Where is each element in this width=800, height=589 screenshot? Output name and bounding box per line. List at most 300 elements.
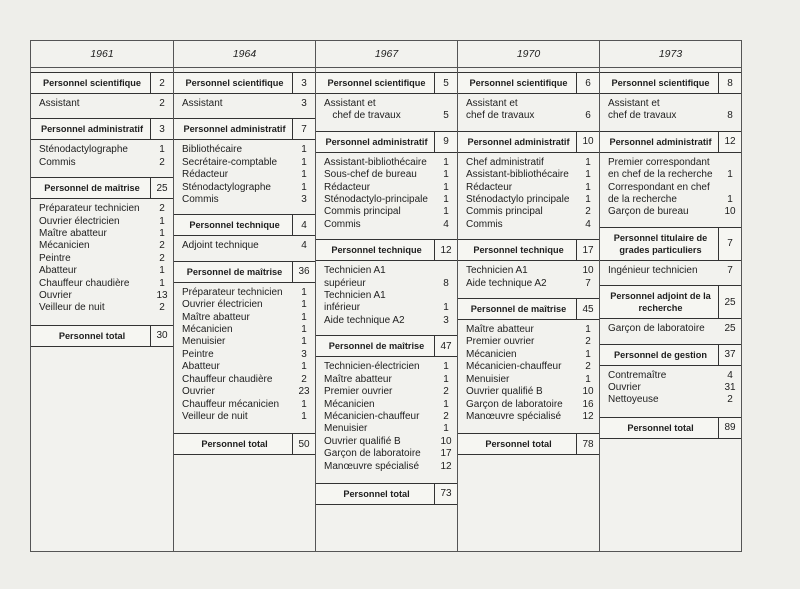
item-label: Sténodactylographe — [39, 144, 128, 156]
item-count: 1 — [443, 206, 449, 218]
item-count — [435, 290, 457, 302]
item-count: 1 — [301, 398, 307, 410]
category-header — [458, 298, 599, 320]
list-item — [174, 194, 315, 206]
item-label: chef de travaux — [324, 110, 401, 122]
item-group — [458, 153, 599, 235]
item-label: Ingénieur technicien — [608, 264, 698, 276]
category-header — [316, 72, 457, 94]
list-item — [600, 382, 741, 394]
item-count — [719, 182, 741, 194]
item-count: 1 — [159, 144, 165, 156]
list-item — [316, 169, 457, 181]
list-item — [31, 144, 173, 156]
item-count: 1 — [443, 373, 449, 385]
category-count: 12 — [434, 240, 457, 260]
category-label: Personnel technique — [189, 220, 280, 231]
item-label: Mécanicien — [182, 324, 233, 336]
list-item — [600, 110, 741, 122]
list-item — [174, 312, 315, 324]
category-label: Personnel scientifique — [185, 78, 284, 88]
category-count: 5 — [434, 73, 457, 93]
list-item — [174, 98, 315, 110]
list-item — [316, 411, 457, 423]
item-label: Ouvrier électricien — [182, 299, 263, 311]
list-item — [458, 349, 599, 361]
category-count: 73 — [434, 484, 457, 504]
item-count: 16 — [582, 398, 594, 410]
category-label: Personnel de maîtrise — [186, 266, 283, 277]
category-label: Personnel administratif — [609, 136, 712, 147]
list-item — [31, 203, 173, 215]
list-item — [316, 361, 457, 373]
category-label: Personnel total — [485, 439, 552, 450]
category-header — [316, 239, 457, 261]
list-item — [316, 206, 457, 218]
category-header — [458, 72, 599, 94]
list-item — [458, 194, 599, 206]
item-count — [435, 265, 457, 277]
item-label: Mécanicien — [466, 348, 517, 360]
list-item — [458, 336, 599, 348]
item-count: 6 — [585, 110, 591, 122]
list-item — [31, 302, 173, 314]
item-label: Maître abatteur — [324, 373, 392, 385]
column-1973 — [600, 41, 741, 551]
category-label: Personnel total — [201, 439, 268, 450]
item-label: inférieur — [324, 302, 361, 314]
list-item — [458, 182, 599, 194]
item-count: 1 — [301, 181, 307, 193]
item-label: Menuisier — [466, 373, 510, 385]
item-group — [174, 94, 315, 114]
list-item — [174, 169, 315, 181]
category-count: 7 — [292, 119, 315, 139]
item-count: 1 — [585, 156, 591, 168]
item-label: Technicien-électricien — [324, 361, 420, 373]
category-count: 45 — [576, 299, 599, 319]
category-header — [458, 239, 599, 261]
item-count: 25 — [724, 323, 736, 335]
category-header — [174, 72, 315, 94]
category-header — [31, 177, 173, 199]
item-label: Secrétaire-comptable — [182, 156, 278, 168]
item-count: 1 — [301, 324, 307, 336]
list-item — [316, 374, 457, 386]
list-item — [458, 278, 599, 290]
category-label: Personnel de maîtrise — [44, 183, 140, 194]
category-label: Personnel total — [58, 330, 126, 341]
item-label: Technicien A1 — [466, 265, 528, 277]
item-count: 1 — [159, 277, 165, 289]
list-item — [458, 386, 599, 398]
list-item — [458, 361, 599, 373]
item-label: Commis — [39, 156, 76, 168]
item-count: 1 — [301, 361, 307, 373]
list-item — [316, 110, 457, 122]
item-count: 1 — [301, 336, 307, 348]
category-count: 4 — [292, 215, 315, 235]
item-group — [600, 319, 741, 339]
item-count: 3 — [301, 194, 307, 206]
item-label: Rédacteur — [466, 181, 513, 193]
item-count: 2 — [159, 156, 165, 168]
year-heading: 1970 — [457, 41, 600, 68]
list-item — [458, 98, 599, 110]
list-item — [174, 287, 315, 299]
item-label: Sténodactylo-principale — [324, 194, 428, 206]
item-label: Menuisier — [182, 336, 226, 348]
list-item — [458, 324, 599, 336]
item-count: 1 — [585, 181, 591, 193]
item-count: 1 — [301, 299, 307, 311]
item-label: Nettoyeuse — [608, 394, 659, 406]
item-count — [719, 157, 741, 169]
list-item — [316, 219, 457, 231]
category-label: Personnel technique — [473, 245, 564, 256]
item-label: Mécanicien-chauffeur — [324, 410, 420, 422]
list-item — [600, 370, 741, 382]
list-item — [316, 182, 457, 194]
item-count: 17 — [440, 448, 452, 460]
list-item — [174, 386, 315, 398]
item-count: 10 — [582, 265, 594, 277]
category-count: 10 — [576, 132, 599, 152]
item-count: 1 — [443, 302, 449, 314]
list-item — [600, 323, 741, 335]
item-label: Assistant — [39, 98, 80, 109]
list-item — [600, 98, 741, 110]
item-label: Adjoint technique — [182, 240, 259, 252]
item-count: 1 — [585, 194, 591, 206]
item-count: 1 — [301, 156, 307, 168]
list-item — [174, 157, 315, 169]
year-heading: 1967 — [315, 41, 458, 68]
category-header — [600, 227, 741, 261]
item-count: 1 — [301, 410, 307, 422]
item-count: 31 — [724, 382, 736, 394]
item-count: 2 — [727, 394, 733, 406]
category-header — [31, 118, 173, 140]
item-count: 2 — [443, 386, 449, 398]
list-item — [458, 169, 599, 181]
item-label: Technicien A1 — [324, 290, 386, 302]
list-item — [600, 265, 741, 277]
category-label: Personnel scientifique — [327, 78, 426, 88]
item-label: Commis principal — [324, 206, 401, 218]
category-count: 30 — [150, 326, 173, 346]
list-item — [316, 399, 457, 411]
column-rows — [458, 72, 599, 455]
category-label: Personnel technique — [331, 245, 422, 256]
category-count: 36 — [292, 262, 315, 282]
item-label: Commis — [466, 218, 503, 230]
category-label: Personnel de maîtrise — [470, 304, 567, 315]
item-group — [316, 357, 457, 477]
category-header — [174, 261, 315, 283]
category-count: 9 — [434, 132, 457, 152]
column-rows — [316, 72, 457, 505]
item-label: Maître abatteur — [39, 228, 107, 240]
list-item — [31, 240, 173, 252]
list-item — [31, 216, 173, 228]
item-label: chef de travaux — [466, 110, 535, 122]
item-count: 1 — [443, 423, 449, 435]
category-header — [174, 214, 315, 236]
item-count: 3 — [301, 98, 307, 109]
item-count: 4 — [585, 218, 591, 230]
list-item — [600, 394, 741, 406]
category-label: Personnel de maîtrise — [328, 341, 425, 352]
list-item — [174, 182, 315, 194]
item-group — [31, 199, 173, 319]
item-group — [174, 283, 315, 427]
item-count: 2 — [159, 302, 165, 314]
list-item — [316, 194, 457, 206]
list-item — [316, 157, 457, 169]
list-item — [316, 265, 457, 277]
list-item — [174, 324, 315, 336]
list-item — [316, 278, 457, 290]
item-label: Veilleur de nuit — [182, 410, 248, 422]
item-group — [174, 140, 315, 210]
column-1961 — [31, 41, 174, 551]
item-count: 1 — [443, 169, 449, 181]
list-item — [458, 399, 599, 411]
year-heading: 1973 — [599, 41, 742, 68]
item-count: 1 — [443, 398, 449, 410]
list-item — [458, 110, 599, 122]
item-label: Correspondant en chef — [608, 181, 710, 193]
list-item — [31, 290, 173, 302]
category-label: Personnel titulaire de grades particuliers — [613, 232, 708, 255]
item-label: Sous-chef de bureau — [324, 169, 417, 181]
item-count: 1 — [301, 144, 307, 156]
list-item — [174, 240, 315, 252]
category-count: 6 — [576, 73, 599, 93]
item-label: Sténodactylo principale — [466, 194, 570, 206]
list-item — [316, 423, 457, 435]
item-label: de la recherche — [608, 194, 677, 206]
category-count: 3 — [292, 73, 315, 93]
list-item — [600, 206, 741, 218]
category-count: 8 — [718, 73, 741, 93]
item-count: 1 — [727, 194, 733, 206]
category-count: 47 — [434, 336, 457, 356]
column-1964 — [174, 41, 316, 551]
year-heading: 1961 — [30, 41, 174, 68]
category-count: 50 — [292, 434, 315, 454]
item-label: Mécanicien — [324, 398, 375, 410]
item-label: Ouvrier — [39, 290, 72, 302]
category-header — [600, 131, 741, 153]
category-count: 12 — [718, 132, 741, 152]
item-group — [31, 94, 173, 114]
item-label: Chauffeur chaudière — [39, 277, 130, 289]
item-count: 2 — [443, 410, 449, 422]
list-item — [458, 374, 599, 386]
list-item — [174, 336, 315, 348]
item-group — [31, 140, 173, 173]
item-group — [600, 153, 741, 223]
list-item — [174, 411, 315, 423]
item-count — [435, 98, 457, 110]
item-count: 1 — [301, 169, 307, 181]
item-group — [458, 320, 599, 427]
item-count: 1 — [585, 324, 591, 336]
category-header — [174, 118, 315, 140]
item-count: 1 — [301, 286, 307, 298]
item-label: Garçon de laboratoire — [466, 398, 563, 410]
item-count: 2 — [159, 98, 165, 109]
list-item — [174, 349, 315, 361]
item-count: 8 — [727, 110, 733, 122]
item-count — [577, 98, 599, 110]
item-count: 1 — [301, 311, 307, 323]
item-label: Bibliothécaire — [182, 144, 243, 156]
item-count: 2 — [585, 361, 591, 373]
list-item — [174, 374, 315, 386]
category-label: Personnel de gestion — [614, 349, 707, 360]
item-label: Commis — [324, 218, 361, 230]
item-label: Sténodactylographe — [182, 181, 271, 193]
item-count: 2 — [585, 206, 591, 218]
item-group — [316, 94, 457, 127]
item-label: Premier correspondant — [608, 156, 710, 168]
item-count: 1 — [585, 373, 591, 385]
list-item — [458, 219, 599, 231]
item-label: Menuisier — [324, 423, 368, 435]
list-item — [31, 98, 173, 110]
item-label: Abatteur — [39, 265, 77, 277]
item-label: Manœuvre spécialisé — [466, 410, 562, 422]
category-label: Personnel adjoint de la recherche — [610, 291, 711, 314]
item-label: Chef administratif — [466, 156, 544, 168]
item-label: Rédacteur — [324, 181, 371, 193]
category-header — [600, 285, 741, 319]
item-count: 4 — [301, 240, 307, 252]
category-header — [600, 72, 741, 94]
year-heading: 1964 — [173, 41, 316, 68]
column-1967 — [316, 41, 458, 551]
item-count: 10 — [582, 386, 594, 398]
item-count: 23 — [298, 386, 310, 398]
item-count — [719, 98, 741, 110]
item-label: Aide technique A2 — [324, 314, 405, 326]
item-count: 5 — [443, 110, 449, 122]
item-label: Premier ouvrier — [324, 386, 393, 398]
item-count: 1 — [159, 265, 165, 277]
item-count: 1 — [585, 169, 591, 181]
item-label: en chef de la recherche — [608, 169, 713, 181]
total-row — [600, 417, 741, 439]
total-row — [316, 483, 457, 505]
list-item — [600, 182, 741, 194]
item-count: 3 — [301, 348, 307, 360]
staffing-table — [30, 40, 742, 552]
category-label: Personnel scientifique — [611, 78, 710, 88]
category-header — [458, 131, 599, 153]
item-count: 2 — [159, 240, 165, 252]
item-group — [458, 261, 599, 294]
item-group — [458, 94, 599, 127]
category-count: 78 — [576, 434, 599, 454]
item-label: Préparateur technicien — [182, 286, 283, 298]
list-item — [458, 206, 599, 218]
item-group — [600, 261, 741, 281]
list-item — [458, 411, 599, 423]
item-count: 2 — [585, 336, 591, 348]
item-label: Ouvrier qualifié B — [324, 435, 401, 447]
item-group — [316, 261, 457, 331]
item-label: Préparateur technicien — [39, 203, 140, 215]
list-item — [316, 302, 457, 314]
category-header — [600, 344, 741, 366]
list-item — [31, 253, 173, 265]
item-label: Ouvrier électricien — [39, 215, 120, 227]
item-count: 1 — [585, 348, 591, 360]
item-label: Ouvrier qualifié B — [466, 386, 543, 398]
item-label: Assistant et — [324, 98, 376, 109]
item-count: 3 — [443, 314, 449, 326]
category-label: Personnel total — [343, 488, 410, 499]
item-label: Garçon de laboratoire — [324, 448, 421, 460]
category-label: Personnel administratif — [467, 136, 570, 147]
list-item — [31, 157, 173, 169]
item-label: Premier ouvrier — [466, 336, 535, 348]
item-group — [600, 94, 741, 127]
item-label: Commis — [182, 194, 219, 206]
category-label: Personnel administratif — [183, 124, 286, 135]
list-item — [174, 399, 315, 411]
list-item — [174, 299, 315, 311]
list-item — [31, 228, 173, 240]
category-label: Personnel administratif — [40, 124, 144, 135]
item-count: 1 — [443, 181, 449, 193]
item-label: Assistant et — [466, 98, 518, 109]
item-group — [316, 153, 457, 235]
category-label: Personnel administratif — [325, 136, 428, 147]
list-item — [316, 448, 457, 460]
item-label: Veilleur de nuit — [39, 302, 105, 314]
item-count: 2 — [159, 203, 165, 215]
item-label: Mécanicien — [39, 240, 90, 252]
column-rows — [600, 72, 741, 439]
list-item — [316, 98, 457, 110]
item-label: Ouvrier — [182, 386, 215, 398]
list-item — [600, 194, 741, 206]
category-count: 25 — [718, 286, 741, 318]
category-count: 37 — [718, 345, 741, 365]
item-label: Contremaître — [608, 369, 667, 381]
item-label: Chauffeur chaudière — [182, 373, 273, 385]
list-item — [174, 144, 315, 156]
item-label: Garçon de bureau — [608, 206, 689, 218]
category-header — [31, 72, 173, 94]
category-label: Personnel scientifique — [469, 78, 568, 88]
item-count: 2 — [159, 252, 165, 264]
item-label: Manœuvre spécialisé — [324, 460, 420, 472]
list-item — [31, 278, 173, 290]
item-count: 2 — [301, 373, 307, 385]
category-count: 89 — [718, 418, 741, 438]
category-label: Personnel total — [627, 422, 694, 433]
item-label: Aide technique A2 — [466, 277, 547, 289]
item-count: 1 — [727, 169, 733, 181]
item-label: Technicien A1 — [324, 265, 386, 277]
item-label: Rédacteur — [182, 169, 229, 181]
list-item — [316, 436, 457, 448]
